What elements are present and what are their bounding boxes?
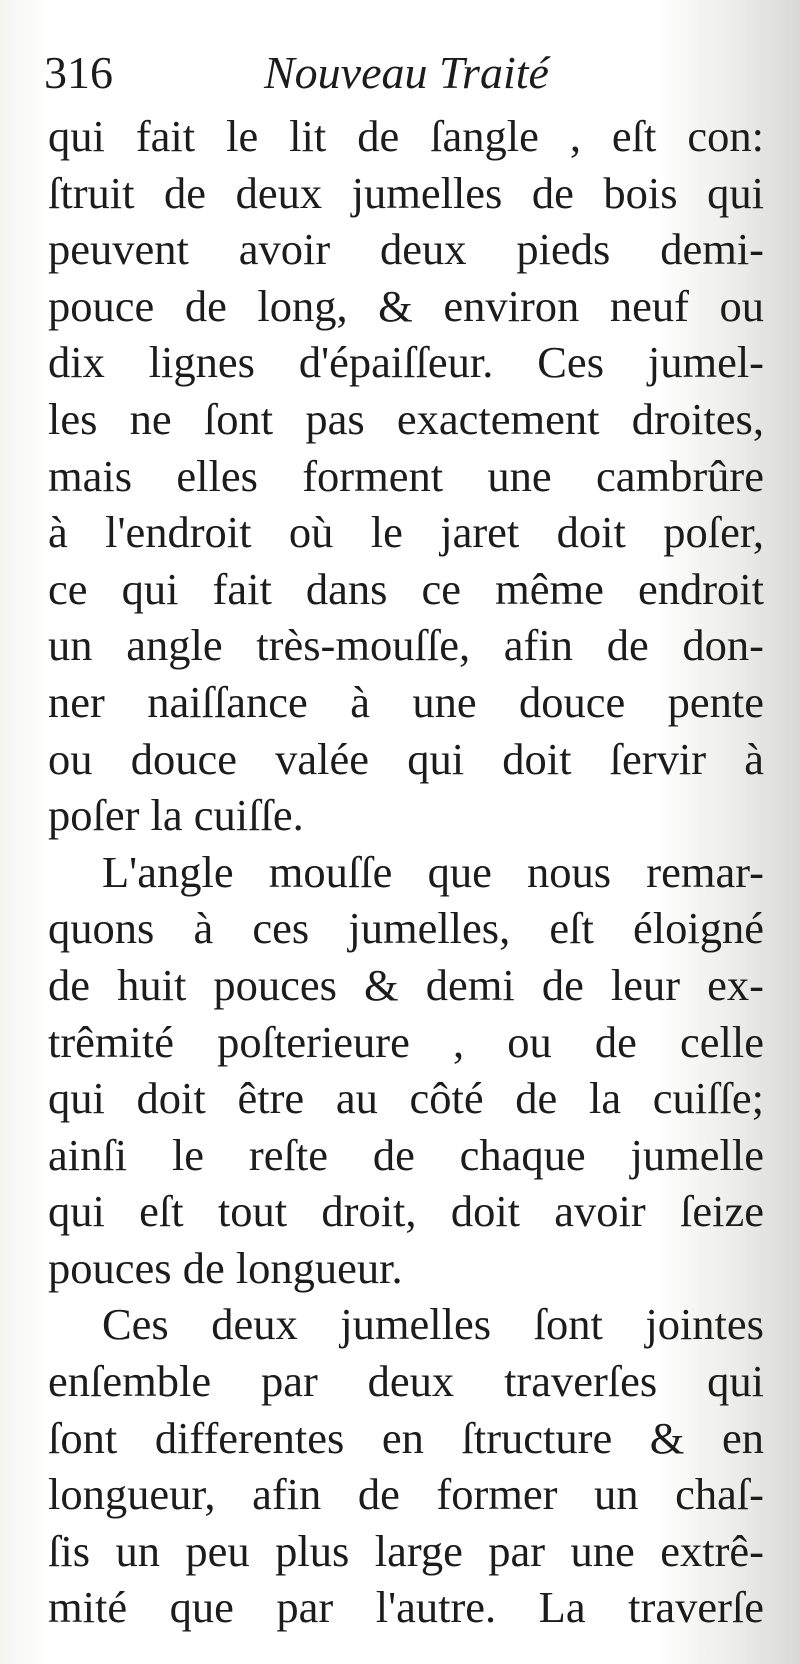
text-line: ce qui fait dans ce même endroit xyxy=(48,563,764,614)
text-line: dix lignes d'épaiſſeur. Ces jumel- xyxy=(48,337,764,388)
paragraph-2 xyxy=(48,844,764,1297)
page-number: 316 xyxy=(44,47,113,98)
text-line: mité que par l'autre. La traverſe xyxy=(48,1582,764,1633)
text-line: ou douce valée qui doit ſervir à xyxy=(48,733,764,784)
text-line: quons à ces jumelles, eſt éloigné xyxy=(48,903,764,954)
text-line: poſer la cuiſſe. xyxy=(48,790,304,841)
text-line: ner naiſſance à une douce pente xyxy=(48,676,764,727)
text-line: trêmité poſterieure , ou de celle xyxy=(48,1016,764,1067)
text-line: peuvent avoir deux pieds demi- xyxy=(48,224,764,275)
text-line: les ne ſont pas exactement droites, xyxy=(48,393,764,444)
text-line: de huit pouces & demi de leur ex- xyxy=(48,959,764,1010)
text-line: Ces deux jumelles ſont jointes xyxy=(102,1299,764,1350)
text-line: ſtruit de deux jumelles de bois qui xyxy=(48,167,764,218)
text-line: un angle très-mouſſe, afin de don- xyxy=(48,620,764,671)
text-line: L'angle mouſſe que nous remar- xyxy=(102,846,764,897)
text-line: ſont differentes en ſtructure & en xyxy=(48,1412,764,1463)
paragraph-1 xyxy=(48,108,764,844)
body-text xyxy=(48,108,764,1636)
text-line: à l'endroit où le jaret doit poſer, xyxy=(48,507,764,558)
page-header xyxy=(44,40,604,106)
text-line: qui doit être au côté de la cuiſſe; xyxy=(48,1073,764,1124)
text-line: mais elles forment une cambrûre xyxy=(48,450,764,501)
text-line: longueur, afin de former un chaſ- xyxy=(48,1469,764,1520)
running-title: Nouveau Traité xyxy=(264,47,549,98)
text-line: qui eſt tout droit, doit avoir ſeize xyxy=(48,1186,764,1237)
text-line: ſis un peu plus large par une extrê- xyxy=(48,1525,764,1576)
text-line: qui fait le lit de ſangle , eſt con: xyxy=(48,111,764,161)
text-line: ainſi le reſte de chaque jumelle xyxy=(48,1129,764,1180)
paragraph-3 xyxy=(48,1296,764,1636)
text-line: pouce de long, & environ neuf ou xyxy=(48,280,764,331)
text-line: enſemble par deux traverſes qui xyxy=(48,1356,764,1407)
text-line: pouces de longueur. xyxy=(48,1242,403,1293)
